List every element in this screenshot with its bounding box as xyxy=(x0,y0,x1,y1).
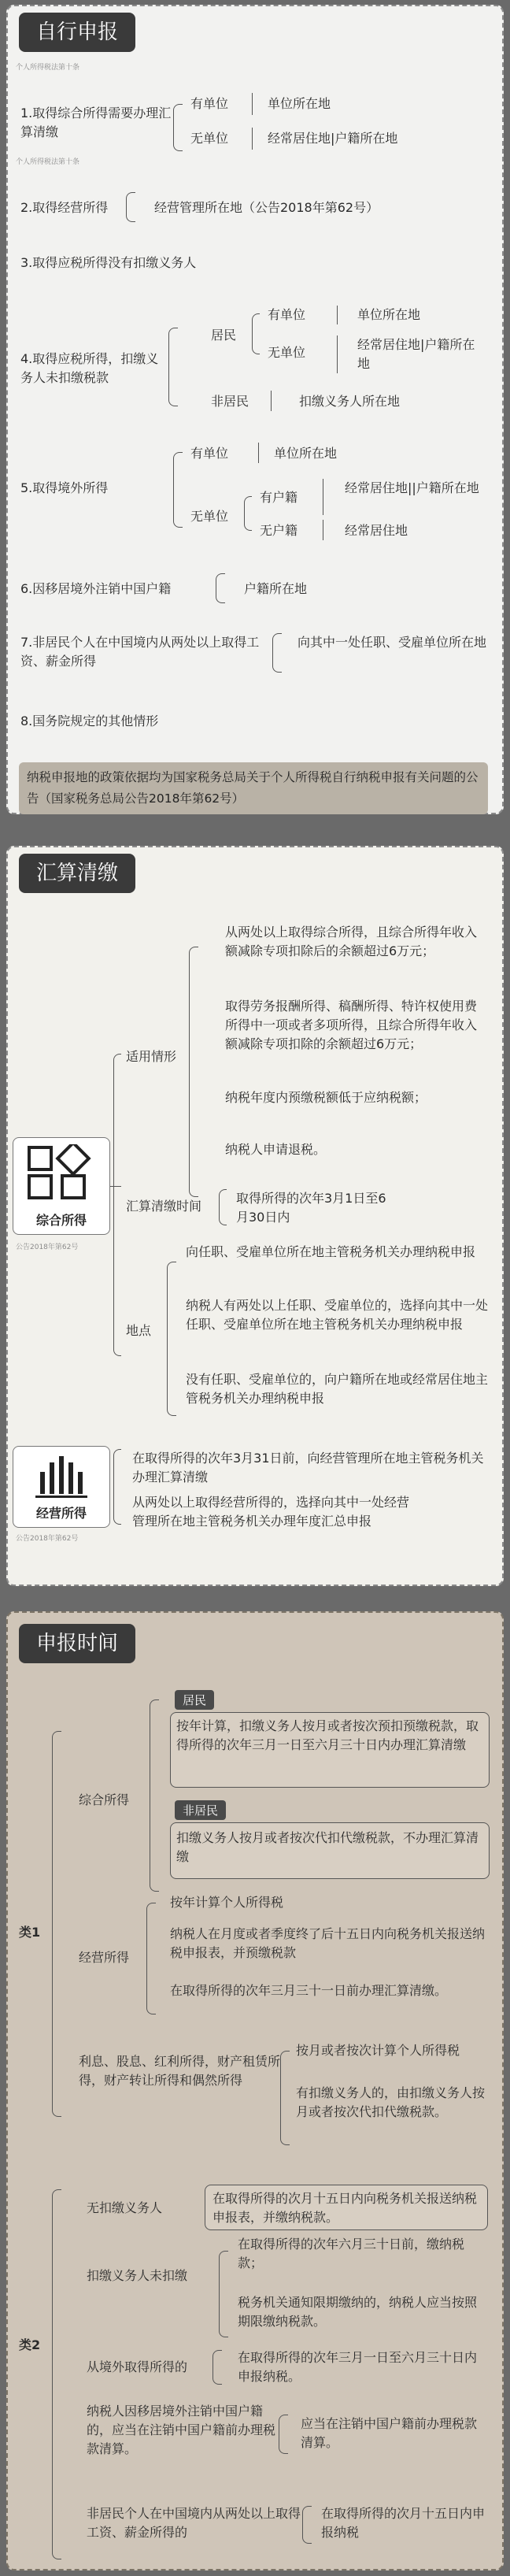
bracket xyxy=(52,1731,61,2117)
connector xyxy=(110,1186,121,1187)
category-1: 类1 xyxy=(19,1925,41,1940)
item-5-branch-a: 有单位 xyxy=(190,446,229,461)
business-3: 在取得所得的次年三月三十一日前办理汇算清缴。 xyxy=(170,1983,448,1998)
item-4-resident: 居民 xyxy=(211,328,237,343)
nonresident-tag: 非居民 xyxy=(175,1800,226,1820)
overseas-result: 在取得所得的次年三月一日至六月三十日内申报纳税。 xyxy=(238,2350,478,2384)
item-6: 6.因移居境外注销中国户籍 xyxy=(20,581,172,596)
item-1-branch-a-result: 单位所在地 xyxy=(268,96,331,111)
divider xyxy=(258,443,259,463)
place-label: 地点 xyxy=(126,1323,152,1338)
item-4-nonresident-result: 扣缴义务人所在地 xyxy=(299,394,401,409)
withholder-failed-1: 在取得所得的次年六月三十日前，缴纳税款； xyxy=(238,2237,465,2270)
item-4-resident-b: 无单位 xyxy=(268,345,306,360)
item-1-branch-b-result: 经常居住地|户籍所在地 xyxy=(268,131,398,146)
section-title: 汇算清缴 xyxy=(19,854,135,893)
bracket xyxy=(173,452,183,528)
filing-time-card xyxy=(6,1611,504,2570)
resident-text: 按年计算，扣缴义务人按月或者按次预扣预缴税款，取得所得的次年三月一日至六月三十日内办理汇算清缴 xyxy=(176,1718,479,1752)
comprehensive-income-tile xyxy=(13,1137,110,1235)
item-2-result: 经营管理所在地（公告2018年第62号） xyxy=(154,200,379,215)
condition-4: 纳税人申请退税。 xyxy=(225,1142,327,1157)
nonresident-multiple: 非居民个人在中国境内从两处以上取得工资、薪金所得的 xyxy=(87,2506,301,2540)
condition-2: 取得劳务报酬所得、稿酬所得、特许权使用费所得中一项或者多项所得，且综合所得年收入额减除专项扣除的余额超过6万元； xyxy=(225,999,478,1051)
bracket xyxy=(146,1903,156,2014)
bracket xyxy=(213,2350,222,2385)
condition-3: 纳税年度内预缴税额低于应纳税额； xyxy=(225,1090,427,1105)
no-withholder: 无扣缴义务人 xyxy=(87,2200,163,2215)
divider xyxy=(337,335,338,373)
bracket xyxy=(279,2415,288,2454)
business-2: 纳税人在月度或者季度终了后十五日内向税务机关报送纳税申报表，并预缴税款 xyxy=(170,1926,486,1960)
place-1: 向任职、受雇单位所在地主管税务机关办理纳税申报 xyxy=(186,1244,476,1259)
applicable-label: 适用情形 xyxy=(126,1049,177,1064)
item-4-resident-a-result: 单位所在地 xyxy=(357,307,421,322)
overseas-income: 从境外取得所得的 xyxy=(87,2359,188,2374)
self-declare-card xyxy=(6,5,504,814)
item-1-branch-b: 无单位 xyxy=(190,131,229,146)
item-5-branch-b2-result: 经常居住地 xyxy=(345,523,408,538)
business-1: 在取得所得的次年3月31日前，向经营管理所在地主管税务机关办理汇算清缴 xyxy=(132,1451,484,1484)
bar-chart-icon xyxy=(34,1455,89,1499)
bracket xyxy=(272,633,282,673)
law-note: 个人所得税法第十条 xyxy=(16,158,80,166)
bracket xyxy=(302,2506,312,2544)
business-2: 从两处以上取得经营所得的，选择向其中一处经营管理所在地主管税务机关办理年度汇总申报 xyxy=(132,1495,410,1529)
time-result: 取得所得的次年3月1日至6月30日内 xyxy=(236,1191,386,1225)
item-1-branch-a: 有单位 xyxy=(190,96,229,111)
business-income: 经营所得 xyxy=(79,1950,130,1965)
bracket xyxy=(189,947,198,1197)
bracket xyxy=(150,1699,159,1892)
divider xyxy=(252,93,253,115)
interest-income: 利息、股息、红利所得，财产租赁所得，财产转让所得和偶然所得 xyxy=(79,2054,281,2088)
policy-notice: 纳税申报地的政策依据均为国家税务总局关于个人所得税自行纳税申报有关问题的公告（国家税务总局公告2018年第62号） xyxy=(19,762,488,814)
nonresident-text: 扣缴义务人按月或者按次代扣代缴税款，不办理汇算清缴 xyxy=(176,1830,479,1864)
bracket xyxy=(219,1189,227,1225)
withholder-failed-2: 税务机关通知限期缴纳的，纳税人应当按照期限缴纳税款。 xyxy=(238,2295,478,2329)
bracket xyxy=(219,2251,228,2337)
item-4-nonresident: 非居民 xyxy=(211,394,249,409)
item-6-result: 户籍所在地 xyxy=(244,581,308,596)
bracket xyxy=(216,573,225,603)
item-4-resident-b-result: 经常居住地|户籍所在地 xyxy=(357,337,475,371)
section-title: 自行申报 xyxy=(19,13,135,52)
place-2: 纳税人有两处以上任职、受雇单位的，选择向其中一处任职、受雇单位所在地主管税务机关办理纳税申报 xyxy=(186,1298,489,1332)
item-5: 5.取得境外所得 xyxy=(20,480,109,495)
law-note: 个人所得税法第十条 xyxy=(16,64,80,72)
law-note: 公告2018年第62号 xyxy=(16,1535,79,1543)
nonresident-multiple-result: 在取得所得的次月十五日内申报纳税 xyxy=(321,2506,486,2540)
tile-label: 综合所得 xyxy=(35,1213,87,1228)
item-8: 8.国务院规定的其他情形 xyxy=(20,713,159,728)
business-1: 按年计算个人所得税 xyxy=(170,1895,284,1910)
bracket xyxy=(173,104,183,151)
emigration-result: 应当在注销中国户籍前办理税款清算。 xyxy=(301,2416,478,2450)
place-3: 没有任职、受雇单位的，向户籍所在地或经常居住地主管税务机关办理纳税申报 xyxy=(186,1372,489,1406)
bracket xyxy=(252,313,260,354)
item-5-branch-b1-result: 经常居住地||户籍所在地 xyxy=(345,480,479,495)
divider xyxy=(337,306,338,324)
section-title: 申报时间 xyxy=(19,1624,135,1663)
tile-label: 经营所得 xyxy=(35,1506,87,1521)
item-7: 7.非居民个人在中国境内从两处以上取得工资、薪金所得 xyxy=(20,635,260,669)
emigration: 纳税人因移居境外注销中国户籍的，应当在注销中国户籍前办理税款清算。 xyxy=(87,2404,276,2456)
bracket xyxy=(126,192,135,222)
bracket xyxy=(113,1054,121,1356)
bracket xyxy=(280,2051,290,2145)
item-5-branch-b: 无单位 xyxy=(190,509,229,524)
bracket xyxy=(168,328,178,406)
bracket xyxy=(113,1449,121,1525)
comprehensive-income: 综合所得 xyxy=(79,1792,130,1807)
item-4: 4.取得应税所得，扣缴义务人未扣缴税款 xyxy=(20,351,159,385)
time-label: 汇算清缴时间 xyxy=(126,1199,202,1214)
interest-2: 有扣缴义务人的，由扣缴义务人按月或者按次代扣代缴税款。 xyxy=(296,2085,486,2119)
divider xyxy=(271,391,272,411)
bracket xyxy=(167,1262,176,1416)
annual-settlement-card xyxy=(6,846,504,1586)
item-3: 3.取得应税所得没有扣缴义务人 xyxy=(20,255,197,270)
bracket xyxy=(52,2189,61,2559)
item-5-branch-b1: 有户籍 xyxy=(260,490,298,505)
interest-1: 按月或者按次计算个人所得税 xyxy=(296,2043,460,2058)
item-4-resident-a: 有单位 xyxy=(268,307,306,322)
bracket xyxy=(244,496,252,531)
item-2: 2.取得经营所得 xyxy=(20,200,109,215)
grid-icon xyxy=(26,1144,97,1199)
category-2: 类2 xyxy=(19,2337,41,2352)
divider xyxy=(252,128,253,150)
item-5-branch-a-result: 单位所在地 xyxy=(274,446,338,461)
item-1: 1.取得综合所得需要办理汇算清缴 xyxy=(20,106,172,139)
item-7-result: 向其中一处任职、受雇单位所在地 xyxy=(298,635,487,650)
law-note: 公告2018年第62号 xyxy=(16,1244,79,1251)
resident-tag: 居民 xyxy=(175,1690,214,1710)
withholder-failed: 扣缴义务人未扣缴 xyxy=(87,2268,188,2283)
business-income-tile xyxy=(13,1446,110,1528)
no-withholder-result: 在取得所得的次月十五日内向税务机关报送纳税申报表，并缴纳税款。 xyxy=(213,2191,478,2225)
condition-1: 从两处以上取得综合所得，且综合所得年收入额减除专项扣除后的余额超过6万元； xyxy=(225,925,478,958)
item-5-branch-b2: 无户籍 xyxy=(260,523,298,538)
